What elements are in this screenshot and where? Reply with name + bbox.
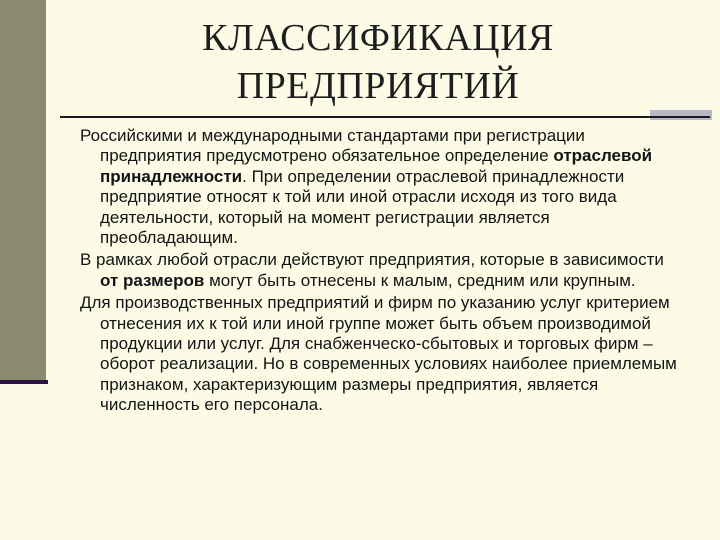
paragraph-emphasis: от размеров — [100, 270, 205, 290]
side-bar-underline — [0, 380, 48, 384]
paragraph-text: Российскими и международными стандартами при регистрации предприятия предусмотрено обязательное определение — [80, 126, 585, 166]
title-line-1: КЛАССИФИКАЦИЯ — [202, 17, 554, 59]
paragraph-industry — [80, 126, 686, 248]
paragraph-text: . При определении отраслевой принадлежности предприятие относят к той или иной отрасли исходя из того вида деятельности, который на момент регистрации является преобладающим. — [100, 166, 625, 248]
paragraph-emphasis: отраслевой принадлежности — [100, 146, 653, 186]
paragraph-text: В рамках любой отрасли действуют предприятия, которые в зависимости — [80, 250, 664, 270]
title-line-2: ПРЕДПРИЯТИЙ — [236, 65, 520, 107]
paragraph-size — [80, 250, 686, 291]
paragraph-criteria — [80, 293, 686, 415]
slide-title — [0, 14, 720, 110]
slide-body — [80, 126, 686, 418]
paragraph-text: могут быть отнесены к малым, средним или крупным. — [204, 270, 636, 290]
title-rule — [60, 116, 710, 118]
title-rule-accent — [650, 110, 712, 120]
paragraph-text: Для производственных предприятий и фирм по указанию услуг критерием отнесения их к той или иной группе может быть объем производимой продукции или услуг. Для снабженческо-сбытовых и торговых фирм – оборот реализации. Но в современных условиях наиболее приемлемым признаком, характеризующим размеры предприятия, является численность его персонала. — [80, 293, 677, 415]
